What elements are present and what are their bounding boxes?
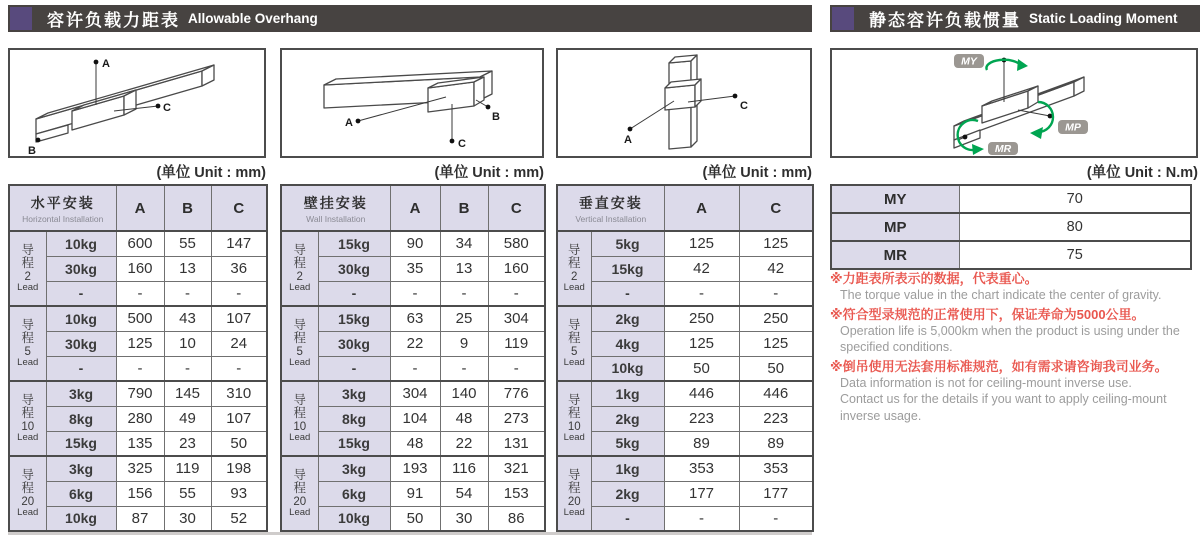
- note-en: Data information is not for ceiling-mount inverse use.: [840, 375, 1132, 390]
- value-cell: -: [211, 281, 267, 306]
- table-row: [9, 331, 267, 356]
- load-cell: 4kg: [591, 331, 664, 356]
- value-cell: 125: [116, 331, 164, 356]
- value-cell: 135: [116, 431, 164, 456]
- value-cell: 125: [739, 331, 813, 356]
- table-row: [557, 281, 813, 306]
- value-cell: 193: [390, 456, 440, 481]
- column-header-a: A: [116, 185, 164, 231]
- table-row: [557, 256, 813, 281]
- value-cell: 600: [116, 231, 164, 256]
- load-cell: 3kg: [318, 381, 390, 406]
- value-cell: 30: [164, 506, 211, 531]
- lead-20-label: 导 程 20 Lead: [9, 456, 46, 531]
- value-cell: 280: [116, 406, 164, 431]
- lead-20-label: 导 程 20 Lead: [281, 456, 318, 531]
- section-header-static-loading-moment: [830, 5, 1200, 32]
- moment-value: 70: [959, 185, 1191, 213]
- load-cell: 30kg: [46, 331, 116, 356]
- unit-label-mm: (单位 Unit : mm): [156, 165, 266, 181]
- column-header-c: C: [211, 185, 267, 231]
- value-cell: 30: [440, 506, 488, 531]
- value-cell: 22: [440, 431, 488, 456]
- table-row: [557, 406, 813, 431]
- moment-label: MY: [831, 185, 959, 213]
- table-row: [281, 281, 545, 306]
- svg-text:MR: MR: [994, 143, 1012, 155]
- value-cell: 50: [739, 356, 813, 381]
- value-cell: 790: [116, 381, 164, 406]
- value-cell: 93: [211, 481, 267, 506]
- moment-value: 75: [959, 241, 1191, 269]
- load-cell: -: [318, 356, 390, 381]
- table-row: [9, 306, 267, 331]
- value-cell: 63: [390, 306, 440, 331]
- lead-5-label: 导 程 5 Lead: [281, 306, 318, 381]
- lead-20-label: 导 程 20 Lead: [557, 456, 591, 531]
- value-cell: 55: [164, 481, 211, 506]
- load-cell: 10kg: [318, 506, 390, 531]
- moment-diagram: [830, 48, 1198, 158]
- value-cell: 446: [739, 381, 813, 406]
- note-en: Contact us for the details if you want to apply ceiling-mount inverse usage.: [840, 392, 1167, 423]
- value-cell: 177: [664, 481, 739, 506]
- value-cell: 55: [164, 231, 211, 256]
- value-cell: 13: [440, 256, 488, 281]
- table-row: [557, 331, 813, 356]
- table-row: [557, 231, 813, 256]
- table-row: [557, 481, 813, 506]
- rotation-arrow-my-icon: [986, 59, 1028, 71]
- load-cell: 15kg: [46, 431, 116, 456]
- note-torque: [830, 270, 1200, 304]
- value-cell: -: [664, 281, 739, 306]
- horizontal-installation-table-host: [8, 184, 268, 532]
- mr-badge: [988, 142, 1018, 155]
- value-cell: 50: [664, 356, 739, 381]
- point-a-label: A: [624, 134, 632, 146]
- rail-isometric-drawing: [282, 50, 542, 156]
- table-row: [9, 431, 267, 456]
- footnotes: [830, 270, 1200, 426]
- value-cell: 310: [211, 381, 267, 406]
- load-cell: 6kg: [46, 481, 116, 506]
- table-row: [9, 506, 267, 531]
- point-c-label: C: [740, 100, 748, 112]
- value-cell: 25: [440, 306, 488, 331]
- table-row: [9, 356, 267, 381]
- value-cell: -: [211, 356, 267, 381]
- rail-moment-drawing: [832, 50, 1196, 156]
- value-cell: 140: [440, 381, 488, 406]
- lead-2-label: 导 程 2 Lead: [557, 231, 591, 306]
- point-a-label: A: [102, 58, 110, 70]
- value-cell: 273: [488, 406, 545, 431]
- load-cell: 5kg: [591, 431, 664, 456]
- value-cell: 35: [390, 256, 440, 281]
- section-title-en: Allowable Overhang: [188, 11, 318, 26]
- value-cell: 54: [440, 481, 488, 506]
- value-cell: -: [488, 281, 545, 306]
- value-cell: 13: [164, 256, 211, 281]
- value-cell: 156: [116, 481, 164, 506]
- load-cell: 10kg: [46, 506, 116, 531]
- column-header-c: C: [488, 185, 545, 231]
- accent-square-icon: [832, 7, 854, 30]
- unit-label-mm: (单位 Unit : mm): [434, 165, 544, 181]
- table-row: [281, 231, 545, 256]
- table-row: [557, 381, 813, 406]
- value-cell: 119: [164, 456, 211, 481]
- value-cell: -: [164, 281, 211, 306]
- load-cell: 6kg: [318, 481, 390, 506]
- value-cell: 107: [211, 306, 267, 331]
- value-cell: 50: [211, 431, 267, 456]
- load-cell: 1kg: [591, 381, 664, 406]
- load-cell: 1kg: [591, 456, 664, 481]
- value-cell: 43: [164, 306, 211, 331]
- value-cell: 325: [116, 456, 164, 481]
- load-cell: 15kg: [318, 306, 390, 331]
- load-cell: 3kg: [46, 381, 116, 406]
- note-cn: ※力距表所表示的数据，代表重心。: [830, 271, 1038, 286]
- lead-2-label: 导 程 2 Lead: [9, 231, 46, 306]
- table-row: [557, 456, 813, 481]
- load-cell: 30kg: [318, 331, 390, 356]
- table-row: [9, 456, 267, 481]
- value-cell: 125: [664, 231, 739, 256]
- value-cell: 48: [440, 406, 488, 431]
- value-cell: -: [488, 356, 545, 381]
- value-cell: -: [739, 506, 813, 531]
- load-cell: -: [591, 506, 664, 531]
- load-cell: 10kg: [591, 356, 664, 381]
- point-b-label: B: [492, 111, 500, 123]
- value-cell: 119: [488, 331, 545, 356]
- table-row: [831, 213, 1191, 241]
- value-cell: 147: [211, 231, 267, 256]
- value-cell: 304: [488, 306, 545, 331]
- table-row: [281, 381, 545, 406]
- column-header-a: A: [390, 185, 440, 231]
- accent-square-icon: [10, 7, 32, 30]
- value-cell: 48: [390, 431, 440, 456]
- next-section-edge: [8, 532, 812, 535]
- value-cell: -: [664, 506, 739, 531]
- table-row: [281, 306, 545, 331]
- table-row: [9, 281, 267, 306]
- my-badge: [954, 54, 984, 68]
- value-cell: 9: [440, 331, 488, 356]
- load-cell: 15kg: [318, 231, 390, 256]
- horizontal-installation-table: [8, 184, 268, 532]
- table-row: [9, 231, 267, 256]
- value-cell: 198: [211, 456, 267, 481]
- value-cell: -: [739, 281, 813, 306]
- note-en: Operation life is 5,000km when the product is using under the specified conditions.: [840, 323, 1180, 354]
- value-cell: 89: [739, 431, 813, 456]
- wall-install-diagram: [280, 48, 544, 158]
- moment-label: MR: [831, 241, 959, 269]
- vertical-installation-table-host: [556, 184, 814, 532]
- value-cell: -: [116, 281, 164, 306]
- value-cell: 353: [739, 456, 813, 481]
- table-row: [9, 481, 267, 506]
- value-cell: 131: [488, 431, 545, 456]
- table-row: [281, 406, 545, 431]
- value-cell: 89: [664, 431, 739, 456]
- table-name: 水平安装 Horizontal Installation: [9, 185, 116, 231]
- value-cell: 34: [440, 231, 488, 256]
- value-cell: 160: [488, 256, 545, 281]
- load-cell: 2kg: [591, 406, 664, 431]
- value-cell: 250: [664, 306, 739, 331]
- value-cell: -: [440, 281, 488, 306]
- load-cell: 3kg: [318, 456, 390, 481]
- table-row: [557, 356, 813, 381]
- value-cell: -: [390, 281, 440, 306]
- value-cell: 250: [739, 306, 813, 331]
- svg-text:MP: MP: [1065, 121, 1081, 134]
- value-cell: -: [164, 356, 211, 381]
- vertical-install-diagram: [556, 48, 812, 158]
- table-row: [557, 506, 813, 531]
- wall-installation-table-host: [280, 184, 546, 532]
- table-row: [281, 506, 545, 531]
- table-row: [9, 406, 267, 431]
- lead-5-label: 导 程 5 Lead: [557, 306, 591, 381]
- svg-text:MY: MY: [961, 55, 977, 68]
- load-cell: 10kg: [46, 231, 116, 256]
- value-cell: 223: [739, 406, 813, 431]
- moment-value: 80: [959, 213, 1191, 241]
- value-cell: 580: [488, 231, 545, 256]
- column-header-c: C: [739, 185, 813, 231]
- value-cell: -: [390, 356, 440, 381]
- value-cell: 10: [164, 331, 211, 356]
- value-cell: 160: [116, 256, 164, 281]
- value-cell: 776: [488, 381, 545, 406]
- value-cell: 24: [211, 331, 267, 356]
- load-cell: 3kg: [46, 456, 116, 481]
- value-cell: 321: [488, 456, 545, 481]
- point-c-label: C: [163, 102, 171, 114]
- value-cell: 104: [390, 406, 440, 431]
- value-cell: 49: [164, 406, 211, 431]
- horizontal-install-diagram: [8, 48, 266, 158]
- load-cell: -: [591, 281, 664, 306]
- load-cell: 30kg: [46, 256, 116, 281]
- load-cell: 15kg: [591, 256, 664, 281]
- table-row: [281, 481, 545, 506]
- table-row: [557, 306, 813, 331]
- lead-2-label: 导 程 2 Lead: [281, 231, 318, 306]
- table-row: [831, 185, 1191, 213]
- point-a-label: A: [345, 117, 353, 129]
- value-cell: 36: [211, 256, 267, 281]
- value-cell: 22: [390, 331, 440, 356]
- moment-label: MP: [831, 213, 959, 241]
- note-cn: ※倒吊使用无法套用标准规范，如有需求请咨询我司业务。: [830, 358, 1168, 374]
- value-cell: 446: [664, 381, 739, 406]
- table-name: 壁挂安装 Wall Installation: [281, 185, 390, 231]
- value-cell: 86: [488, 506, 545, 531]
- load-cell: 2kg: [591, 481, 664, 506]
- section-header-allowable-overhang: [8, 5, 812, 32]
- load-cell: -: [46, 281, 116, 306]
- unit-label-mm: (单位 Unit : mm): [702, 165, 812, 181]
- load-cell: 5kg: [591, 231, 664, 256]
- value-cell: 153: [488, 481, 545, 506]
- value-cell: 91: [390, 481, 440, 506]
- column-header-b: B: [164, 185, 211, 231]
- value-cell: 125: [664, 331, 739, 356]
- table-row: [281, 356, 545, 381]
- section-title-en: Static Loading Moment: [1029, 11, 1178, 26]
- load-cell: 30kg: [318, 256, 390, 281]
- section-title-cn: 静态容许负载惯量: [869, 11, 1021, 30]
- point-c-label: C: [458, 138, 466, 150]
- note-en: The torque value in the chart indicate the center of gravity.: [840, 288, 1162, 302]
- table-row: [831, 241, 1191, 269]
- value-cell: 125: [739, 231, 813, 256]
- mp-badge: [1058, 120, 1088, 134]
- unit-label-nm: (单位 Unit : N.m): [1086, 165, 1198, 181]
- lead-10-label: 导 程 10 Lead: [281, 381, 318, 456]
- value-cell: 116: [440, 456, 488, 481]
- value-cell: 42: [739, 256, 813, 281]
- load-cell: 8kg: [318, 406, 390, 431]
- value-cell: 145: [164, 381, 211, 406]
- value-cell: 90: [390, 231, 440, 256]
- column-header-a: A: [664, 185, 739, 231]
- value-cell: 52: [211, 506, 267, 531]
- column-header-b: B: [440, 185, 488, 231]
- load-cell: 8kg: [46, 406, 116, 431]
- note-operation-life: [830, 306, 1200, 356]
- section-title-cn: 容许负载力距表: [47, 11, 180, 30]
- table-row: [557, 431, 813, 456]
- table-row: [9, 381, 267, 406]
- wall-installation-table: [280, 184, 546, 532]
- value-cell: 353: [664, 456, 739, 481]
- value-cell: 304: [390, 381, 440, 406]
- vertical-installation-table: [556, 184, 814, 532]
- table-row: [281, 256, 545, 281]
- value-cell: 107: [211, 406, 267, 431]
- table-row: [9, 256, 267, 281]
- note-cn: ※符合型录规范的正常使用下，保证寿命为5000公里。: [830, 306, 1145, 322]
- table-name: 垂直安装 Vertical Installation: [557, 185, 664, 231]
- note-ceiling-mount: [830, 358, 1200, 425]
- lead-10-label: 导 程 10 Lead: [557, 381, 591, 456]
- rail-isometric-drawing: [10, 50, 264, 156]
- value-cell: 500: [116, 306, 164, 331]
- load-cell: 15kg: [318, 431, 390, 456]
- value-cell: 42: [664, 256, 739, 281]
- load-cell: -: [46, 356, 116, 381]
- load-cell: 10kg: [46, 306, 116, 331]
- rail-isometric-drawing: [558, 50, 810, 156]
- table-row: [281, 331, 545, 356]
- point-b-label: B: [28, 145, 36, 156]
- value-cell: 23: [164, 431, 211, 456]
- static-loading-moment-table: [830, 184, 1192, 270]
- value-cell: -: [440, 356, 488, 381]
- table-row: [281, 431, 545, 456]
- lead-5-label: 导 程 5 Lead: [9, 306, 46, 381]
- load-cell: 2kg: [591, 306, 664, 331]
- load-cell: -: [318, 281, 390, 306]
- value-cell: 223: [664, 406, 739, 431]
- value-cell: 50: [390, 506, 440, 531]
- value-cell: 177: [739, 481, 813, 506]
- lead-10-label: 导 程 10 Lead: [9, 381, 46, 456]
- table-row: [281, 456, 545, 481]
- value-cell: 87: [116, 506, 164, 531]
- value-cell: -: [116, 356, 164, 381]
